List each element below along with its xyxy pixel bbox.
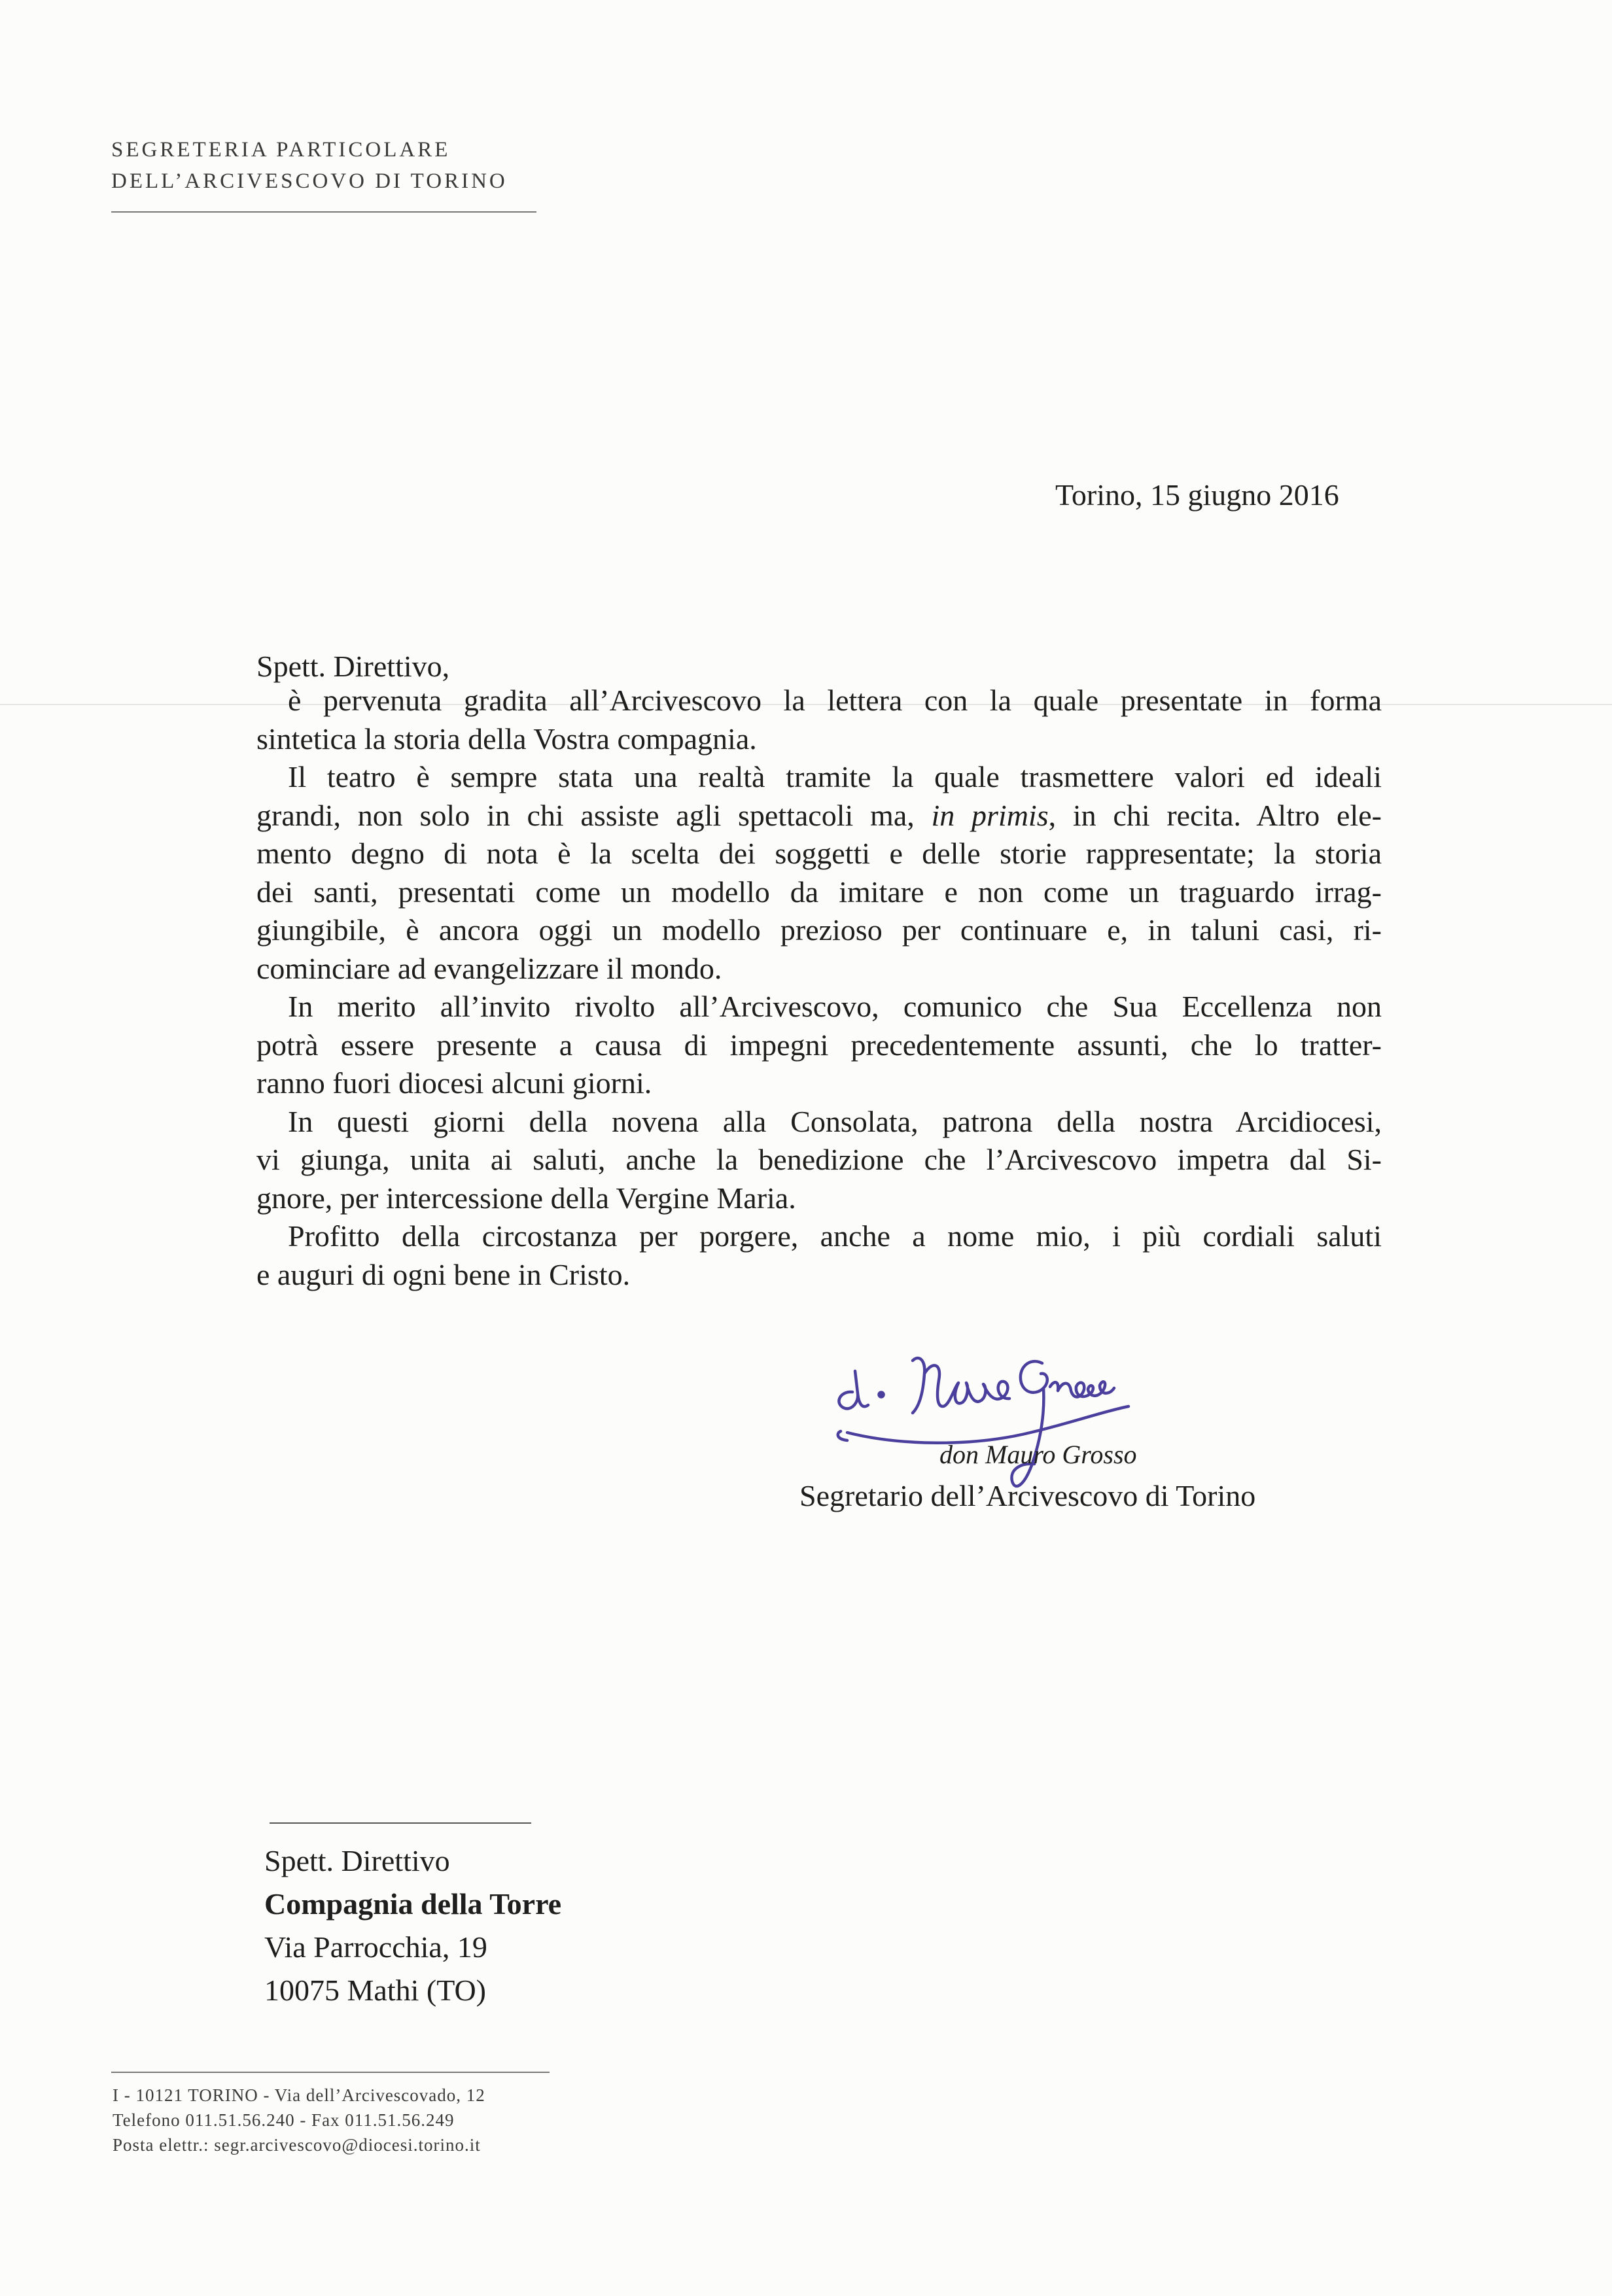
letterhead-line-1: SEGRETERIA PARTICOLARE: [111, 138, 451, 162]
body-line: In questi giorni della novena alla Consolata, patrona della nostra Arcidiocesi,: [288, 1104, 1382, 1138]
body-line: vi giunga, unita ai saluti, anche la benedizione che l’Arcivescovo impetra dal Si-: [256, 1143, 1382, 1176]
addressee-street: Via Parrocchia, 19: [264, 1930, 487, 1964]
body-line: cominciare ad evangelizzare il mondo.: [256, 951, 722, 985]
body-line-text: , in chi recita. Altro ele-: [1048, 798, 1382, 832]
body-line: ranno fuori diocesi alcuni giorni.: [256, 1066, 652, 1100]
footer-address: I - 10121 TORINO - Via dell’Arcivescovado, 12: [113, 2085, 485, 2105]
body-line: Il teatro è sempre stata una realtà tramite la quale trasmettere valori ed ideali: [288, 760, 1382, 793]
body-line-emphasis: in primis: [931, 798, 1049, 832]
salutation: Spett. Direttivo,: [256, 650, 450, 683]
footer-email: Posta elettr.: segr.arcivescovo@diocesi.torino.it: [113, 2135, 481, 2155]
body-line: In merito all’invito rivolto all’Arcivescovo, comunico che Sua Eccellenza non: [288, 990, 1382, 1023]
addressee-line-1: Spett. Direttivo: [264, 1844, 450, 1877]
addressee-organization: Compagnia della Torre: [264, 1887, 562, 1921]
body-line: mento degno di nota è la scelta dei soggetti e delle storie rappresentate; la storia: [256, 837, 1382, 870]
body-line: giungibile, è ancora oggi un modello prezioso per continuare e, in taluni casi, ri-: [256, 913, 1382, 947]
body-line: sintetica la storia della Vostra compagnia.: [256, 722, 757, 756]
addressee-city: 10075 Mathi (TO): [264, 1974, 487, 2007]
footer-divider: [111, 2072, 550, 2073]
footer-phone: Telefono 011.51.56.240 - Fax 011.51.56.249: [113, 2110, 455, 2130]
body-line: Profitto della circostanza per porgere, anche a nome mio, i più cordiali saluti: [288, 1219, 1382, 1253]
letterhead-divider: [111, 211, 536, 213]
letterhead: [111, 134, 543, 213]
body-line: potrà essere presente a causa di impegni precedentemente assunti, che lo tratter-: [256, 1028, 1382, 1062]
body-line: [256, 797, 1382, 835]
signatory-role: Segretario dell’Arcivescovo di Torino: [799, 1479, 1256, 1512]
body-line: dei santi, presentati come un modello da imitare e non come un traguardo irrag-: [256, 875, 1382, 909]
letter-body: [256, 682, 1382, 1294]
addressee-divider: [270, 1822, 531, 1824]
body-line: è pervenuta gradita all’Arcivescovo la lettera con la quale presentate in forma: [288, 684, 1382, 717]
body-line-text: grandi, non solo in chi assiste agli spettacoli ma,: [256, 798, 932, 832]
letterhead-line-2: DELL’ARCIVESCOVO DI TORINO: [111, 169, 508, 193]
addressee-block: [264, 1839, 561, 2012]
body-line: e auguri di ogni bene in Cristo.: [256, 1257, 631, 1291]
letter-date: Torino, 15 giugno 2016: [1055, 478, 1339, 512]
footer: [113, 2083, 485, 2157]
signatory-name: don Mauro Grosso: [939, 1440, 1137, 1469]
body-line: gnore, per intercessione della Vergine Maria.: [256, 1181, 796, 1215]
